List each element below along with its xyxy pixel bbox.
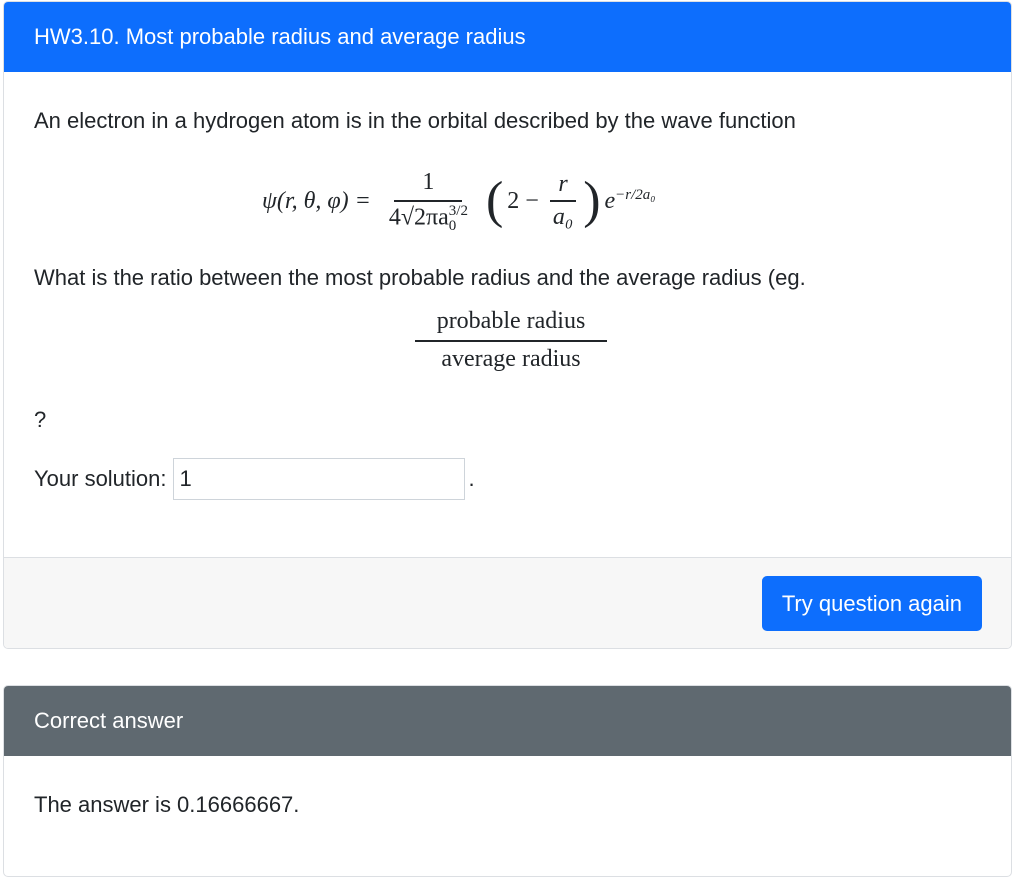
wave-function-equation — [262, 160, 656, 242]
answer-text: The answer is 0.16666667. — [34, 792, 300, 817]
question-card — [3, 1, 1012, 649]
answer-header — [4, 686, 1011, 756]
equation-fraction — [383, 169, 474, 234]
ratio-prompt: What is the ratio between the most probable radius and the average radius (eg. — [34, 265, 806, 290]
paren-right: ) — [583, 172, 601, 229]
answer-card — [3, 685, 1012, 877]
question-mark: ? — [34, 407, 47, 432]
question-header — [4, 2, 1011, 72]
question-footer — [4, 557, 1011, 649]
exp-base: e — [604, 187, 616, 214]
question-intro: An electron in a hydrogen atom is in the orbital described by the wave function — [34, 108, 796, 133]
r-over-a0-fraction: $\frac{r}{\text{a₀}}$ — [547, 171, 579, 231]
try-again-button[interactable]: Try question again — [762, 576, 982, 631]
fraction-denominator: 4√2πa 3/2 0 — [388, 202, 468, 234]
ratio-fraction — [415, 308, 607, 373]
exp-superscript: −r/2a₀ — [615, 186, 656, 203]
equation-lhs: ψ(r, θ, φ) = — [262, 187, 371, 214]
ratio-numerator: probable radius — [415, 308, 607, 342]
question-title: HW3.10. Most probable radius and average radius — [34, 24, 526, 49]
solution-input[interactable] — [173, 458, 465, 500]
solution-label: Your solution: — [34, 466, 167, 491]
ratio-denominator: average radius — [441, 346, 581, 372]
solution-period: . — [468, 466, 475, 491]
paren-left: ( — [485, 172, 504, 229]
fraction-numerator: 1 — [394, 169, 462, 202]
solution-row — [34, 458, 475, 500]
two-minus: 2 − — [507, 187, 539, 214]
answer-title: Correct answer — [34, 708, 184, 733]
